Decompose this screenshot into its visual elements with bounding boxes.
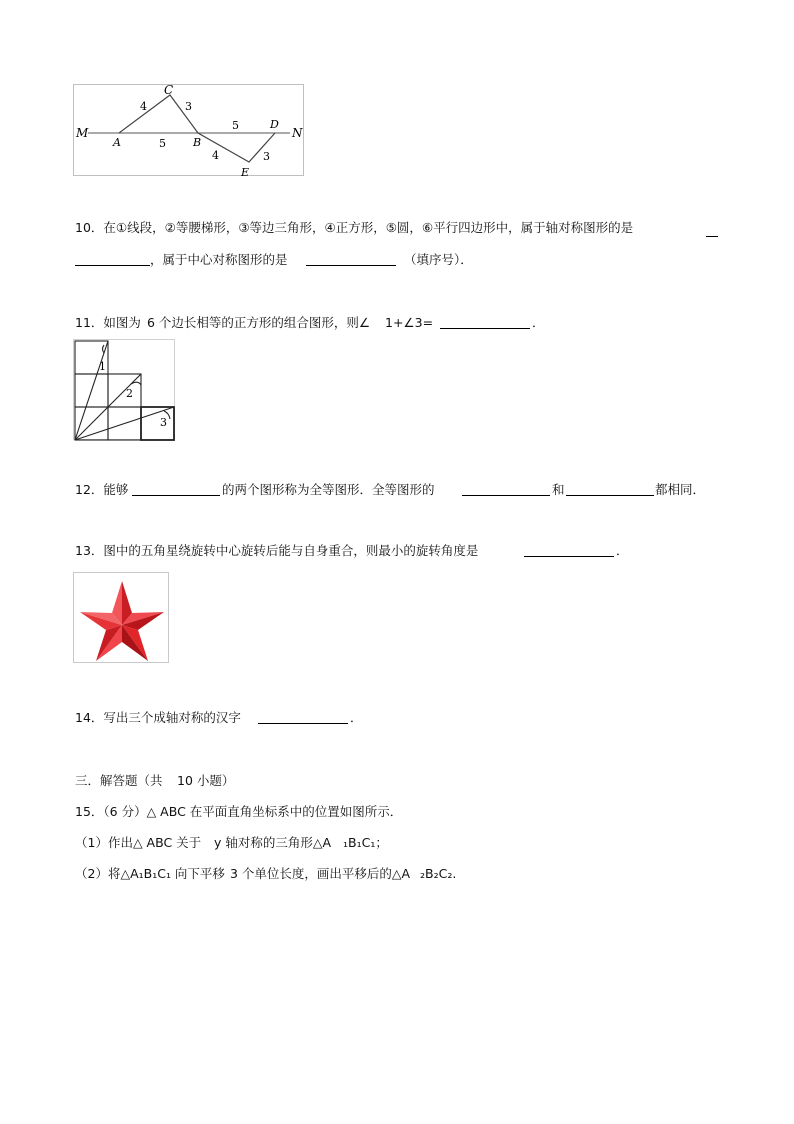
angle-label-2: 2 [126,387,133,400]
label-d: D [270,118,279,131]
angle-label-3: 3 [160,416,167,429]
squares-figure [73,339,175,440]
length-bd: 5 [232,119,239,132]
q12-text-a: 12．能够 [75,482,129,497]
q11-end: ． [532,315,545,330]
section3-title-b: 10 小题） [177,773,235,788]
angle-label-1: 1 [99,360,106,373]
q11-text-b: 6 个边长相等的正方形的组合图形，则∠ [147,315,371,330]
ray-1 [75,341,108,440]
star-figure [73,572,169,663]
q15-title: 15．（6 分）△ ABC 在平面直角坐标系中的位置如图所示． [75,804,403,819]
length-cb: 3 [185,100,192,113]
q10-blank-1-start[interactable] [706,224,718,237]
q15-part2-c: ₂B₂C₂. [420,866,457,881]
path-figure [73,84,304,176]
path-figure-svg [74,85,305,177]
q15-part2-a: （2）将△A₁B₁C₁ 向下平移 [75,866,225,881]
label-b: B [193,136,202,149]
q13-end: ． [616,543,629,558]
q14-answer-blank[interactable] [258,711,348,724]
q11-text-c: 1+∠3= [385,315,434,330]
q10-line1: 10．在①线段，②等腰梯形，③等边三角形，④正方形，⑤圆，⑥平行四边形中，属于轴对称图形的是 [75,220,634,235]
label-n: N [292,126,303,140]
squares-figure-svg [74,340,176,441]
q13-text: 13．图中的五角星绕旋转中心旋转后能与自身重合，则最小的旋转角度是 [75,543,479,558]
q12-blank-2[interactable] [462,483,550,496]
q12-text-b: 的两个图形称为全等图形．全等图形的 [222,482,435,497]
q12-blank-1[interactable] [132,483,220,496]
q14-text: 14．写出三个成轴对称的汉字 [75,710,241,725]
length-ab: 5 [159,137,166,150]
q10-line2-a: ，属于中心对称图形的是 [150,252,288,267]
q12-text-d: 都相同． [655,482,706,497]
label-c: C [164,85,174,97]
q15-part1-c: ₁B₁C₁； [343,835,388,850]
angle-arc-2 [131,382,141,385]
length-ed: 3 [263,150,270,163]
label-e: E [241,166,250,177]
q15-part1-a: （1）作出△ ABC 关于 [75,835,202,850]
five-pointed-star [80,581,164,661]
q12-blank-3[interactable] [566,483,654,496]
q11-text-a: 11．如图为 [75,315,141,330]
label-a: A [113,136,121,149]
q15-part2-b: 3 个单位长度，画出平移后的△A [230,866,411,881]
angle-arc-1 [103,345,105,353]
section3-title-a: 三．解答题（共 [75,773,163,788]
q13-answer-blank[interactable] [524,544,614,557]
q12-text-c: 和 [552,482,565,497]
length-ac: 4 [140,100,147,113]
q15-part1-b: y 轴对称的三角形△A [214,835,332,850]
q10-blank-2[interactable] [306,253,396,266]
q10-blank-1[interactable] [75,253,150,266]
star-figure-svg [74,573,170,664]
length-be: 4 [212,149,219,162]
q10-line2-b: （填序号）． [404,252,473,267]
q14-end: ． [350,710,363,725]
label-m: M [76,126,89,140]
q11-answer-blank[interactable] [440,316,530,329]
